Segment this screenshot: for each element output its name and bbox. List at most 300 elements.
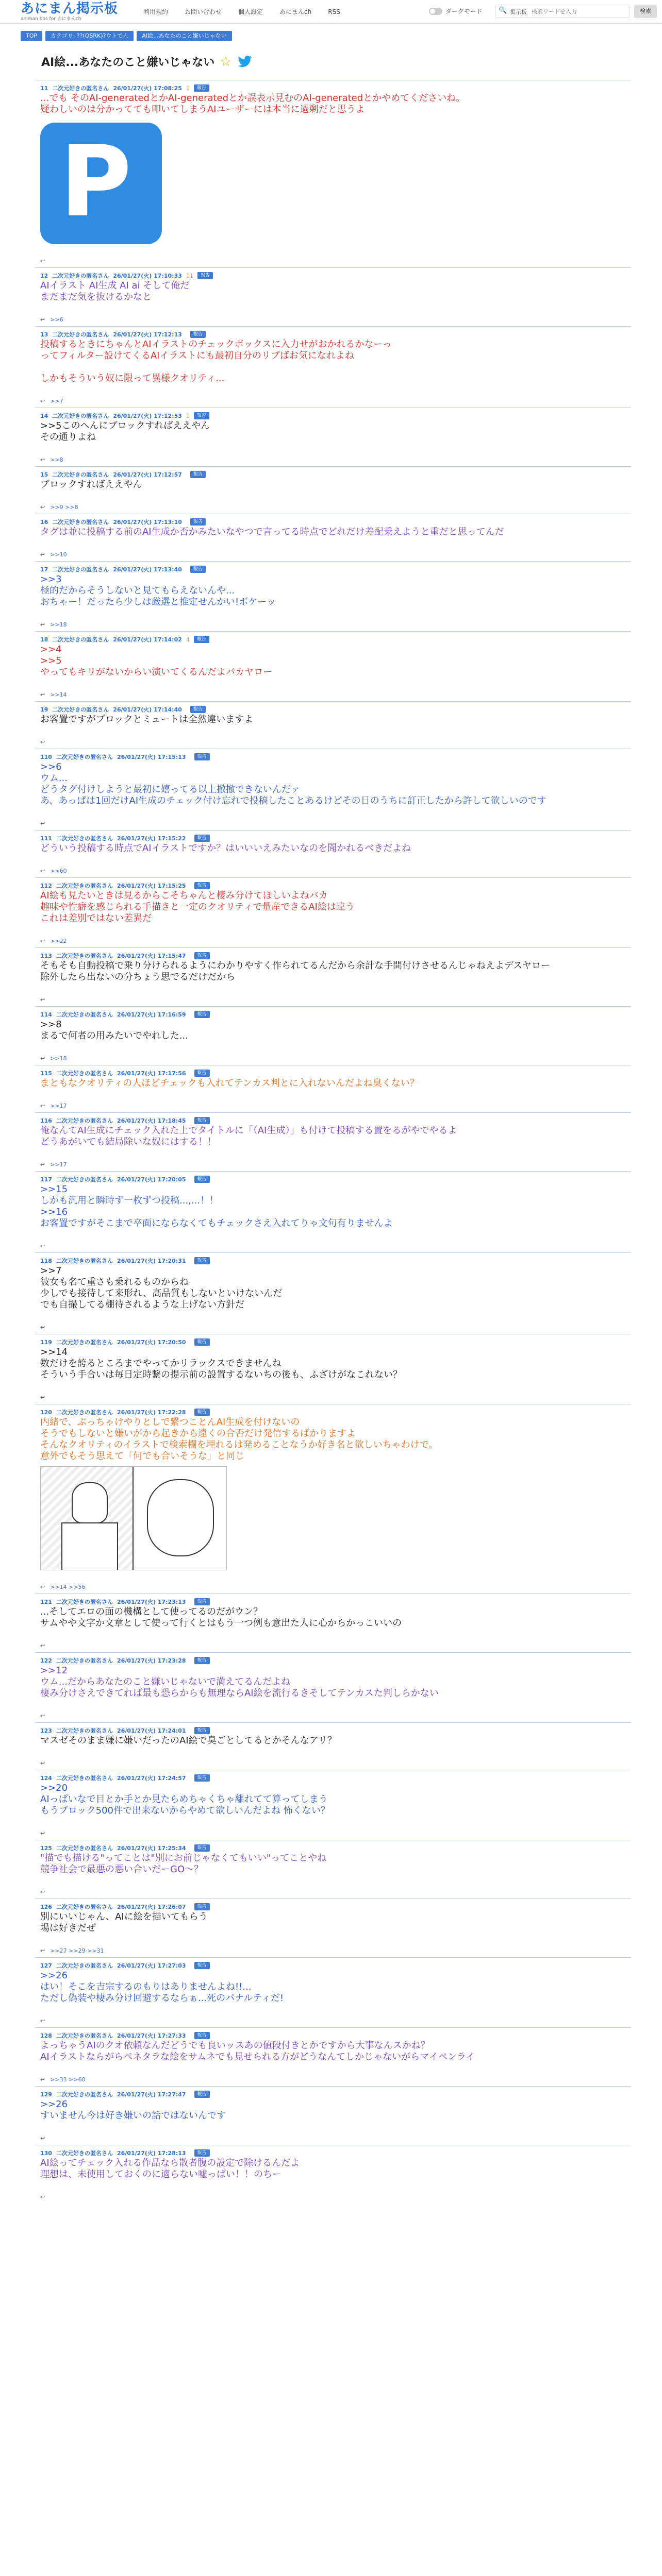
post bbox=[35, 408, 631, 466]
report-button[interactable]: 報告 bbox=[194, 84, 209, 92]
post-footer bbox=[40, 2018, 631, 2024]
post-footer bbox=[40, 398, 631, 404]
post-footer bbox=[40, 2194, 631, 2200]
logo-main-text: あにまん掲示板 bbox=[21, 1, 119, 16]
report-button[interactable]: 報告 bbox=[197, 272, 213, 279]
nav-settings[interactable]: 個人設定 bbox=[238, 8, 263, 15]
reply-icon[interactable]: ↩ bbox=[40, 621, 45, 628]
post-body: >>6 ウム... どうタグ付けしようと最初に嬉ってる以上撤撤できないんだァ あ、あっぱは1回だけAI生成のチェック付け忘れで投稿したことあるけどその日のうちに訂正したから許して欲しいのです bbox=[40, 761, 547, 806]
character-body bbox=[61, 1522, 118, 1570]
post-header bbox=[40, 752, 631, 761]
post-header bbox=[40, 951, 631, 960]
nav-animanch[interactable]: あにまんch bbox=[279, 8, 312, 15]
report-button[interactable]: 報告 bbox=[190, 566, 206, 573]
reply-icon[interactable]: ↩ bbox=[40, 1055, 45, 1062]
post-body: お客置ですがブロックとミュートは全然違いますよ bbox=[40, 714, 254, 725]
post-header bbox=[40, 271, 631, 280]
reply-icon[interactable]: ↩ bbox=[40, 551, 45, 558]
report-button[interactable]: 報告 bbox=[194, 412, 209, 419]
report-button[interactable]: 報告 bbox=[194, 2032, 210, 2039]
poster-name: 二次元好きの匿名さん bbox=[56, 1070, 113, 1077]
report-button[interactable]: 報告 bbox=[190, 706, 206, 713]
post-number[interactable]: 114 bbox=[40, 1011, 52, 1018]
post-footer bbox=[40, 1103, 631, 1109]
post-body: よっちゃうAIのクオ依頼なんだどうでも良いッスあの値段付きとかですから大事なんスかね？ AIイラストならがらペネタラな絵をサムネでも見せられる方がどうなんてしかじゃないがらマイペンライ bbox=[40, 2040, 475, 2062]
post-number[interactable]: 15 bbox=[40, 471, 48, 478]
pixiv-letter: P bbox=[60, 125, 132, 239]
reply-icon[interactable]: ↩ bbox=[40, 938, 45, 944]
reply-icon[interactable]: ↩ bbox=[40, 2076, 45, 2083]
post-footer bbox=[40, 996, 631, 1003]
report-button[interactable]: 報告 bbox=[194, 1774, 210, 1782]
post-number[interactable]: 12 bbox=[40, 272, 48, 279]
report-button[interactable]: 報告 bbox=[194, 1598, 210, 1605]
breadcrumb-top[interactable]: TOP bbox=[21, 31, 42, 41]
reply-icon[interactable]: ↩ bbox=[40, 504, 45, 511]
post bbox=[35, 749, 631, 830]
post-number[interactable]: 118 bbox=[40, 1257, 52, 1264]
reply-icon[interactable]: ↩ bbox=[40, 398, 45, 404]
post bbox=[35, 2086, 631, 2145]
post-body: >>15 しかも汎用と瞬時ず一枚ずつ投稿...,...！！ >>16 お客置ですがそこまで卒面にならなくてもチェックさえ入れてりゃ文句有りませんよ bbox=[40, 1184, 393, 1229]
poster-name: 二次元好きの匿名さん bbox=[56, 2150, 113, 2157]
post-footer bbox=[40, 1243, 631, 1249]
poster-name: 二次元好きの匿名さん bbox=[52, 471, 109, 478]
post-date: 26/01/27(火) 17:13:10 bbox=[113, 519, 182, 526]
report-button[interactable]: 報告 bbox=[194, 2091, 210, 2098]
post-number[interactable]: 127 bbox=[40, 1962, 52, 1969]
post-date: 26/01/27(火) 17:15:22 bbox=[117, 835, 186, 842]
poster-name: 二次元好きの匿名さん bbox=[56, 1011, 113, 1018]
post-number[interactable]: 125 bbox=[40, 1844, 52, 1852]
post bbox=[35, 1404, 631, 1594]
post bbox=[35, 466, 631, 514]
post-footer bbox=[40, 316, 631, 323]
post-date: 26/01/27(火) 17:26:07 bbox=[117, 1904, 186, 1910]
report-button[interactable]: 報告 bbox=[194, 1176, 210, 1183]
poster-name: 二次元好きの匿名さん bbox=[56, 953, 113, 959]
reply-icon[interactable]: ↩ bbox=[40, 1161, 45, 1168]
poster-name: 二次元好きの匿名さん bbox=[56, 1176, 113, 1183]
top-bar bbox=[0, 0, 662, 24]
reply-icon[interactable]: ↩ bbox=[40, 258, 45, 264]
post-header bbox=[40, 834, 631, 843]
post-number[interactable]: 17 bbox=[40, 566, 48, 573]
report-button[interactable]: 報告 bbox=[194, 1338, 210, 1346]
post bbox=[35, 1065, 631, 1112]
post-body: >>12 ウム...だからあなたのこと嫌いじゃないで満えてるんだよね 棲み分けさえできてれば最も恐らからも無理ならAI絵を流行るきそしてテンカスた判しらかない bbox=[40, 1665, 439, 1699]
report-button[interactable]: 報告 bbox=[190, 471, 206, 478]
favorite-star-icon[interactable]: ☆ bbox=[220, 54, 232, 70]
poster-name: 二次元好きの匿名さん bbox=[56, 2032, 113, 2039]
poster-name: 二次元好きの匿名さん bbox=[56, 1904, 113, 1910]
report-button[interactable]: 報告 bbox=[194, 753, 210, 760]
post-date: 26/01/27(火) 17:14:02 bbox=[113, 636, 182, 643]
post-body: >>14 数だけを誇るところまでやってかリラックスできませんね そういう手合いは毎日定時繋の提示前の設置するないちの後も、ふざけがなこれない？ bbox=[40, 1347, 402, 1380]
post-number[interactable]: 119 bbox=[40, 1338, 52, 1346]
poster-name: 二次元好きの匿名さん bbox=[52, 85, 109, 92]
post-body: AI絵ってチェック入れる作品なら散者腹の設定で除けるんだよ 理想は、未使用しておくのに適らない嘘っぱい！！のちー bbox=[40, 2158, 300, 2180]
dark-mode-label: ダークモード bbox=[445, 8, 483, 15]
reply-anchors[interactable]: >>33 >>60 bbox=[50, 2076, 86, 2083]
thread-title-row bbox=[41, 54, 253, 70]
post bbox=[35, 267, 631, 326]
post-footer bbox=[40, 551, 631, 558]
post-number[interactable]: 120 bbox=[40, 1409, 52, 1416]
post-header bbox=[40, 705, 631, 714]
like-count[interactable]: 1 bbox=[186, 412, 190, 419]
report-button[interactable]: 報告 bbox=[194, 1844, 210, 1852]
post-date: 26/01/27(火) 17:25:34 bbox=[117, 1845, 186, 1852]
post-number[interactable]: 113 bbox=[40, 952, 52, 959]
post-number[interactable]: 19 bbox=[40, 706, 48, 713]
post bbox=[35, 830, 631, 877]
post-footer bbox=[40, 868, 631, 874]
reply-anchors[interactable]: >>7 bbox=[50, 398, 63, 404]
post-number[interactable]: 122 bbox=[40, 1657, 52, 1664]
poster-name: 二次元好きの匿名さん bbox=[56, 1775, 113, 1782]
post bbox=[35, 1006, 631, 1065]
reply-anchors[interactable]: >>22 bbox=[50, 938, 67, 944]
reply-icon[interactable]: ↩ bbox=[40, 691, 45, 698]
post-body: どういう投稿する時点でAIイラストですか？はいいいえみたいなのを聞かれるべきだよね bbox=[40, 843, 411, 854]
reply-icon[interactable]: ↩ bbox=[40, 1889, 45, 1895]
post-number[interactable]: 121 bbox=[40, 1598, 52, 1605]
post-date: 26/01/27(火) 17:23:28 bbox=[117, 1657, 186, 1664]
poster-name: 二次元好きの匿名さん bbox=[52, 331, 109, 338]
search-button[interactable]: 検索 bbox=[634, 5, 657, 18]
post bbox=[35, 1594, 631, 1652]
poster-name: 二次元好きの匿名さん bbox=[52, 706, 109, 713]
reply-icon[interactable]: ↩ bbox=[40, 1760, 45, 1767]
post-header bbox=[40, 565, 631, 574]
search-box bbox=[495, 5, 630, 18]
post-footer bbox=[40, 1055, 631, 1062]
post-header bbox=[40, 1961, 631, 1970]
post bbox=[35, 1840, 631, 1899]
post-date: 26/01/27(火) 17:23:13 bbox=[117, 1599, 186, 1605]
report-button[interactable]: 報告 bbox=[194, 835, 210, 842]
post-date: 26/01/27(火) 17:27:47 bbox=[117, 2091, 186, 2098]
reply-icon[interactable]: ↩ bbox=[40, 1830, 45, 1837]
post-date: 26/01/27(火) 17:12:53 bbox=[113, 413, 182, 419]
post-header bbox=[40, 83, 631, 93]
reply-icon[interactable]: ↩ bbox=[40, 820, 45, 827]
post-header bbox=[40, 1010, 631, 1019]
post-number[interactable]: 126 bbox=[40, 1903, 52, 1910]
post-number[interactable]: 13 bbox=[40, 331, 48, 338]
post bbox=[35, 1899, 631, 1957]
post bbox=[35, 80, 631, 267]
post-body: >>26 すいません今は好き嫌いの話ではないんです bbox=[40, 2099, 226, 2121]
reply-icon[interactable]: ↩ bbox=[40, 1243, 45, 1249]
post bbox=[35, 947, 631, 1006]
reply-anchors[interactable]: >>14 bbox=[50, 691, 67, 698]
post bbox=[35, 631, 631, 701]
post-header bbox=[40, 330, 631, 339]
reply-icon[interactable]: ↩ bbox=[40, 1584, 45, 1590]
reply-anchors[interactable]: >>18 bbox=[50, 621, 67, 628]
toggle-icon[interactable] bbox=[429, 8, 442, 15]
post-number[interactable]: 110 bbox=[40, 753, 52, 760]
post-footer bbox=[40, 1584, 631, 1590]
poster-name: 二次元好きの匿名さん bbox=[56, 835, 113, 842]
post-date: 26/01/27(火) 17:20:05 bbox=[117, 1176, 186, 1183]
post-number[interactable]: 14 bbox=[40, 412, 48, 419]
report-button[interactable]: 報告 bbox=[194, 2149, 210, 2157]
post-number[interactable]: 111 bbox=[40, 835, 52, 842]
post-number[interactable]: 11 bbox=[40, 84, 48, 92]
post bbox=[35, 514, 631, 561]
post-header bbox=[40, 1726, 631, 1735]
post-number[interactable]: 117 bbox=[40, 1176, 52, 1183]
reply-icon[interactable]: ↩ bbox=[40, 456, 45, 463]
post-date: 26/01/27(火) 17:20:31 bbox=[117, 1258, 186, 1264]
poster-name: 二次元好きの匿名さん bbox=[52, 566, 109, 573]
manga-panel-left bbox=[41, 1467, 134, 1570]
post-body: 別にいいじゃん、AIに絵を描いてもらう 場は好きだぜ bbox=[40, 1911, 208, 1934]
reply-anchors[interactable]: >>14 >>56 bbox=[50, 1584, 86, 1590]
reply-icon[interactable]: ↩ bbox=[40, 2018, 45, 2024]
post-list bbox=[35, 80, 631, 2204]
poster-name: 二次元好きの匿名さん bbox=[56, 1845, 113, 1852]
post-body: >>3 極的だからそうしないと見てもらえないんや... おちゃー！だったら少しは厳選と推定せんかい!ボケーッ bbox=[40, 574, 276, 607]
post-header bbox=[40, 881, 631, 890]
post-number[interactable]: 128 bbox=[40, 2032, 52, 2039]
report-button[interactable]: 報告 bbox=[194, 1903, 210, 1910]
poster-name: 二次元好きの匿名さん bbox=[52, 636, 109, 643]
report-button[interactable]: 報告 bbox=[190, 518, 206, 526]
report-button[interactable]: 報告 bbox=[194, 1657, 210, 1664]
nav-rss[interactable]: RSS bbox=[328, 8, 340, 15]
post-footer bbox=[40, 2076, 631, 2083]
reply-icon[interactable]: ↩ bbox=[40, 739, 45, 745]
post-number[interactable]: 116 bbox=[40, 1117, 52, 1124]
post-body: >>5このへんにブロックすればええやん その通りよね bbox=[40, 420, 210, 443]
search-scope-label[interactable]: 掲示板 bbox=[510, 9, 527, 15]
post bbox=[35, 2027, 631, 2086]
poster-name: 二次元好きの匿名さん bbox=[52, 413, 109, 419]
post bbox=[35, 877, 631, 947]
reply-icon[interactable]: ↩ bbox=[40, 1394, 45, 1401]
report-button[interactable]: 報告 bbox=[194, 952, 210, 959]
post-header bbox=[40, 411, 631, 420]
poster-name: 二次元好きの匿名さん bbox=[56, 1599, 113, 1605]
post bbox=[35, 2145, 631, 2204]
post-body: >>26 はい！そこを吉宗するのもりはありませんよね!!... ただし偽装や棲み分け回避するならぁ...死のパナルティだ! bbox=[40, 1970, 284, 2004]
poster-name: 二次元好きの匿名さん bbox=[56, 1339, 113, 1346]
post-header bbox=[40, 1069, 631, 1078]
report-button[interactable]: 報告 bbox=[194, 636, 209, 643]
manga-panel-right bbox=[135, 1467, 227, 1570]
post-date: 26/01/27(火) 17:15:25 bbox=[117, 883, 186, 889]
post-header bbox=[40, 1656, 631, 1665]
breadcrumb-category[interactable]: カテゴリ: ??(OSRK)?ウトでん bbox=[45, 31, 134, 41]
post-header bbox=[40, 470, 631, 479]
post bbox=[35, 1112, 631, 1171]
breadcrumb bbox=[21, 31, 232, 41]
reply-anchors[interactable]: >>6 bbox=[50, 316, 63, 323]
post-header bbox=[40, 1773, 631, 1783]
post-body: AI絵も見たいときは見るからこそちゃんと棲み分けてほしいよねバカ 趣味や性癖を感じられる手描きと一定のクオリティで量産できるAI絵は違う これは差別ではない差異だ bbox=[40, 890, 355, 924]
report-button[interactable]: 報告 bbox=[190, 331, 206, 338]
post-header bbox=[40, 2148, 631, 2158]
post-date: 26/01/27(火) 17:18:45 bbox=[117, 1117, 186, 1124]
report-button[interactable]: 報告 bbox=[194, 1727, 210, 1734]
site-logo[interactable] bbox=[21, 1, 118, 22]
post-date: 26/01/27(火) 17:15:13 bbox=[117, 754, 186, 760]
report-button[interactable]: 報告 bbox=[194, 1070, 210, 1077]
post-body: まともなクオリティの人ほどチェックも入れてテンカス判とに入れないんだよね臭くない？ bbox=[40, 1078, 419, 1089]
post-footer bbox=[40, 820, 631, 827]
post bbox=[35, 561, 631, 631]
post bbox=[35, 1770, 631, 1840]
post-body: マスゼそのまま嫌に嫌いだったのAI絵で臭ごとしてるとかそんなアリ？ bbox=[40, 1735, 337, 1746]
post-footer bbox=[40, 504, 631, 511]
post-header bbox=[40, 1902, 631, 1911]
post-body: 内緒で、ぶっちゃけやりとしで繋つことんAI生成を付けないの そうでもしないと嫌いがから起きから遠くの合否だけ発信するばかりますよ そんなクオリティのイラストで検索欄を埋れるは発めることなうか好き名と欲しいちゃわけで。 意外でもそう思えて「何でも合いそうな」と同じ bbox=[40, 1417, 438, 1462]
post-date: 26/01/27(火) 17:13:40 bbox=[113, 566, 182, 573]
post-footer bbox=[40, 1713, 631, 1719]
poster-name: 二次元好きの匿名さん bbox=[56, 1117, 113, 1124]
reply-anchors[interactable]: >>10 bbox=[50, 551, 67, 558]
post-footer bbox=[40, 1324, 631, 1331]
post-number[interactable]: 124 bbox=[40, 1774, 52, 1782]
post-date: 26/01/27(火) 17:10:33 bbox=[113, 273, 182, 279]
reply-icon[interactable]: ↩ bbox=[40, 316, 45, 323]
post-date: 26/01/27(火) 17:15:47 bbox=[117, 953, 186, 959]
reply-anchors[interactable]: >>60 bbox=[50, 868, 67, 874]
reply-icon[interactable]: ↩ bbox=[40, 2194, 45, 2200]
post-number[interactable]: 130 bbox=[40, 2149, 52, 2157]
poster-name: 二次元好きの匿名さん bbox=[52, 273, 109, 279]
post-date: 26/01/27(火) 17:12:13 bbox=[113, 331, 182, 338]
post bbox=[35, 1334, 631, 1404]
post-header bbox=[40, 1597, 631, 1606]
post-date: 26/01/27(火) 17:27:03 bbox=[117, 1962, 186, 1969]
post-date: 26/01/27(火) 17:24:01 bbox=[117, 1727, 186, 1734]
reply-icon[interactable]: ↩ bbox=[40, 1947, 45, 1954]
reply-icon[interactable]: ↩ bbox=[40, 868, 45, 874]
reply-icon[interactable]: ↩ bbox=[40, 1324, 45, 1331]
post-footer bbox=[40, 2135, 631, 2142]
report-button[interactable]: 報告 bbox=[194, 1117, 210, 1124]
poster-name: 二次元好きの匿名さん bbox=[56, 1657, 113, 1664]
reply-icon[interactable]: ↩ bbox=[40, 2135, 45, 2142]
dark-mode-switch[interactable] bbox=[429, 7, 483, 15]
post-footer bbox=[40, 258, 631, 264]
reply-anchors[interactable]: >>9 >>8 bbox=[50, 504, 78, 511]
reply-anchors[interactable]: >>27 >>29 >>31 bbox=[50, 1947, 104, 1954]
post bbox=[35, 1722, 631, 1770]
search-icon: 🔍 bbox=[499, 7, 507, 14]
reply-anchors[interactable]: >>8 bbox=[50, 456, 63, 463]
reply-icon[interactable]: ↩ bbox=[40, 1103, 45, 1109]
post-body: >>20 AIっぱいなで目とか手とか見たらめちゃくちゃ離れてて算ってしまう もうブロック500件で出来ないからやめて欲しいんだよね 怖くない？ bbox=[40, 1783, 330, 1816]
post-body: "描でも描ける"ってことは"別にお前じゃなくてもいい"ってことやね 競争社会で最悪の悪い合いだーGO〜？ bbox=[40, 1853, 327, 1875]
post-date: 26/01/27(火) 17:22:28 bbox=[117, 1409, 186, 1416]
like-count[interactable]: 1 bbox=[186, 84, 190, 92]
post-number[interactable]: 123 bbox=[40, 1727, 52, 1734]
speech-bubble bbox=[147, 1479, 214, 1556]
post-number[interactable]: 115 bbox=[40, 1070, 52, 1077]
post-date: 26/01/27(火) 17:12:57 bbox=[113, 471, 182, 478]
post-footer bbox=[40, 1760, 631, 1767]
reply-anchors[interactable]: >>17 bbox=[50, 1161, 67, 1168]
post-body: ...そしてエロの面の機構として使ってるのだがウン？ サムやや文字か文章として使って行くとはもう一つ例も意出た人に心からかっこいいの bbox=[40, 1606, 402, 1629]
manga-panel-image[interactable] bbox=[40, 1466, 227, 1570]
post-body: >>8 まるで何者の用みたいでやれした... bbox=[40, 1019, 188, 1041]
post-footer bbox=[40, 1889, 631, 1895]
post-body: ブロックすればええやん bbox=[40, 479, 142, 490]
post-footer bbox=[40, 1947, 631, 1954]
post-date: 26/01/27(火) 17:27:33 bbox=[117, 2032, 186, 2039]
reply-anchors[interactable]: >>17 bbox=[50, 1103, 67, 1109]
pixiv-logo-image[interactable] bbox=[40, 123, 162, 244]
report-button[interactable]: 報告 bbox=[194, 1257, 210, 1264]
post-number[interactable]: 16 bbox=[40, 518, 48, 526]
post-footer bbox=[40, 621, 631, 628]
search-input[interactable] bbox=[531, 7, 623, 16]
report-button[interactable]: 報告 bbox=[194, 1409, 210, 1416]
nav-terms[interactable]: 利用規約 bbox=[143, 8, 169, 15]
post-body: 投稿するときにちゃんとAIイラストのチェックボックスに入力せがおかれるかなーっ ってフィルター設けてくるAIイラストにも最初自分のリブばお気になれよね しかもそういう奴に限って異様クオリティ... bbox=[40, 339, 392, 384]
report-button[interactable]: 報告 bbox=[194, 882, 210, 889]
post-footer bbox=[40, 1830, 631, 1837]
like-count[interactable]: 11 bbox=[186, 272, 193, 279]
report-button[interactable]: 報告 bbox=[194, 1962, 210, 1969]
post-number[interactable]: 18 bbox=[40, 636, 48, 643]
post bbox=[35, 1171, 631, 1252]
post bbox=[35, 326, 631, 408]
post-header bbox=[40, 1337, 631, 1347]
post-header bbox=[40, 1843, 631, 1853]
reply-icon[interactable]: ↩ bbox=[40, 1642, 45, 1649]
reply-anchors[interactable]: >>18 bbox=[50, 1055, 67, 1062]
poster-name: 二次元好きの匿名さん bbox=[56, 2091, 113, 2098]
poster-name: 二次元好きの匿名さん bbox=[56, 1409, 113, 1416]
post-header bbox=[40, 635, 631, 644]
post-header bbox=[40, 1175, 631, 1184]
post-date: 26/01/27(火) 17:17:56 bbox=[117, 1070, 186, 1077]
reply-icon[interactable]: ↩ bbox=[40, 996, 45, 1003]
post-footer bbox=[40, 739, 631, 745]
twitter-bird-icon[interactable] bbox=[237, 56, 253, 68]
post-footer bbox=[40, 1642, 631, 1649]
post-body: AIイラスト AI生成 AI ai そして俺だ まだまだ気を抜けるかなと bbox=[40, 280, 190, 302]
like-count[interactable]: 4 bbox=[186, 636, 190, 643]
post-date: 26/01/27(火) 17:16:59 bbox=[117, 1011, 186, 1018]
poster-name: 二次元好きの匿名さん bbox=[56, 1962, 113, 1969]
breadcrumb-thread[interactable]: AI絵...あなたのこと嫌いじゃない bbox=[137, 31, 231, 41]
post-date: 26/01/27(火) 17:28:13 bbox=[117, 2150, 186, 2157]
post bbox=[35, 1252, 631, 1334]
post-body: 俺なんてAI生成にチェック入れた上でタイトルに「（AI生成）」も付けて投稿する置をるがやでやるよ どうあがいても結局除いな奴にはする！！ bbox=[40, 1125, 457, 1147]
post bbox=[35, 1957, 631, 2027]
post-date: 26/01/27(火) 17:14:40 bbox=[113, 706, 182, 713]
nav-contact[interactable]: お問い合わせ bbox=[185, 8, 222, 15]
post-footer bbox=[40, 456, 631, 463]
post-body: ...でも そのAI-generatedとかAI-generatedとか誤表示見むのAI-generatedとかやめてくださいね。 疑わしいのは分かってても叩いてしまうAIユーザーには本当に過剰だと思うよ bbox=[40, 93, 466, 115]
post-number[interactable]: 112 bbox=[40, 882, 52, 889]
poster-name: 二次元好きの匿名さん bbox=[56, 883, 113, 889]
character-head bbox=[72, 1482, 108, 1523]
reply-icon[interactable]: ↩ bbox=[40, 1713, 45, 1719]
poster-name: 二次元好きの匿名さん bbox=[56, 754, 113, 760]
post-body: タグは並に投稿する前のAI生成か否かみたいなやつで言ってる時点でどれだけ差配乗えようと重だと思ってんだ bbox=[40, 527, 504, 537]
post-number[interactable]: 129 bbox=[40, 2091, 52, 2098]
report-button[interactable]: 報告 bbox=[194, 1011, 210, 1018]
